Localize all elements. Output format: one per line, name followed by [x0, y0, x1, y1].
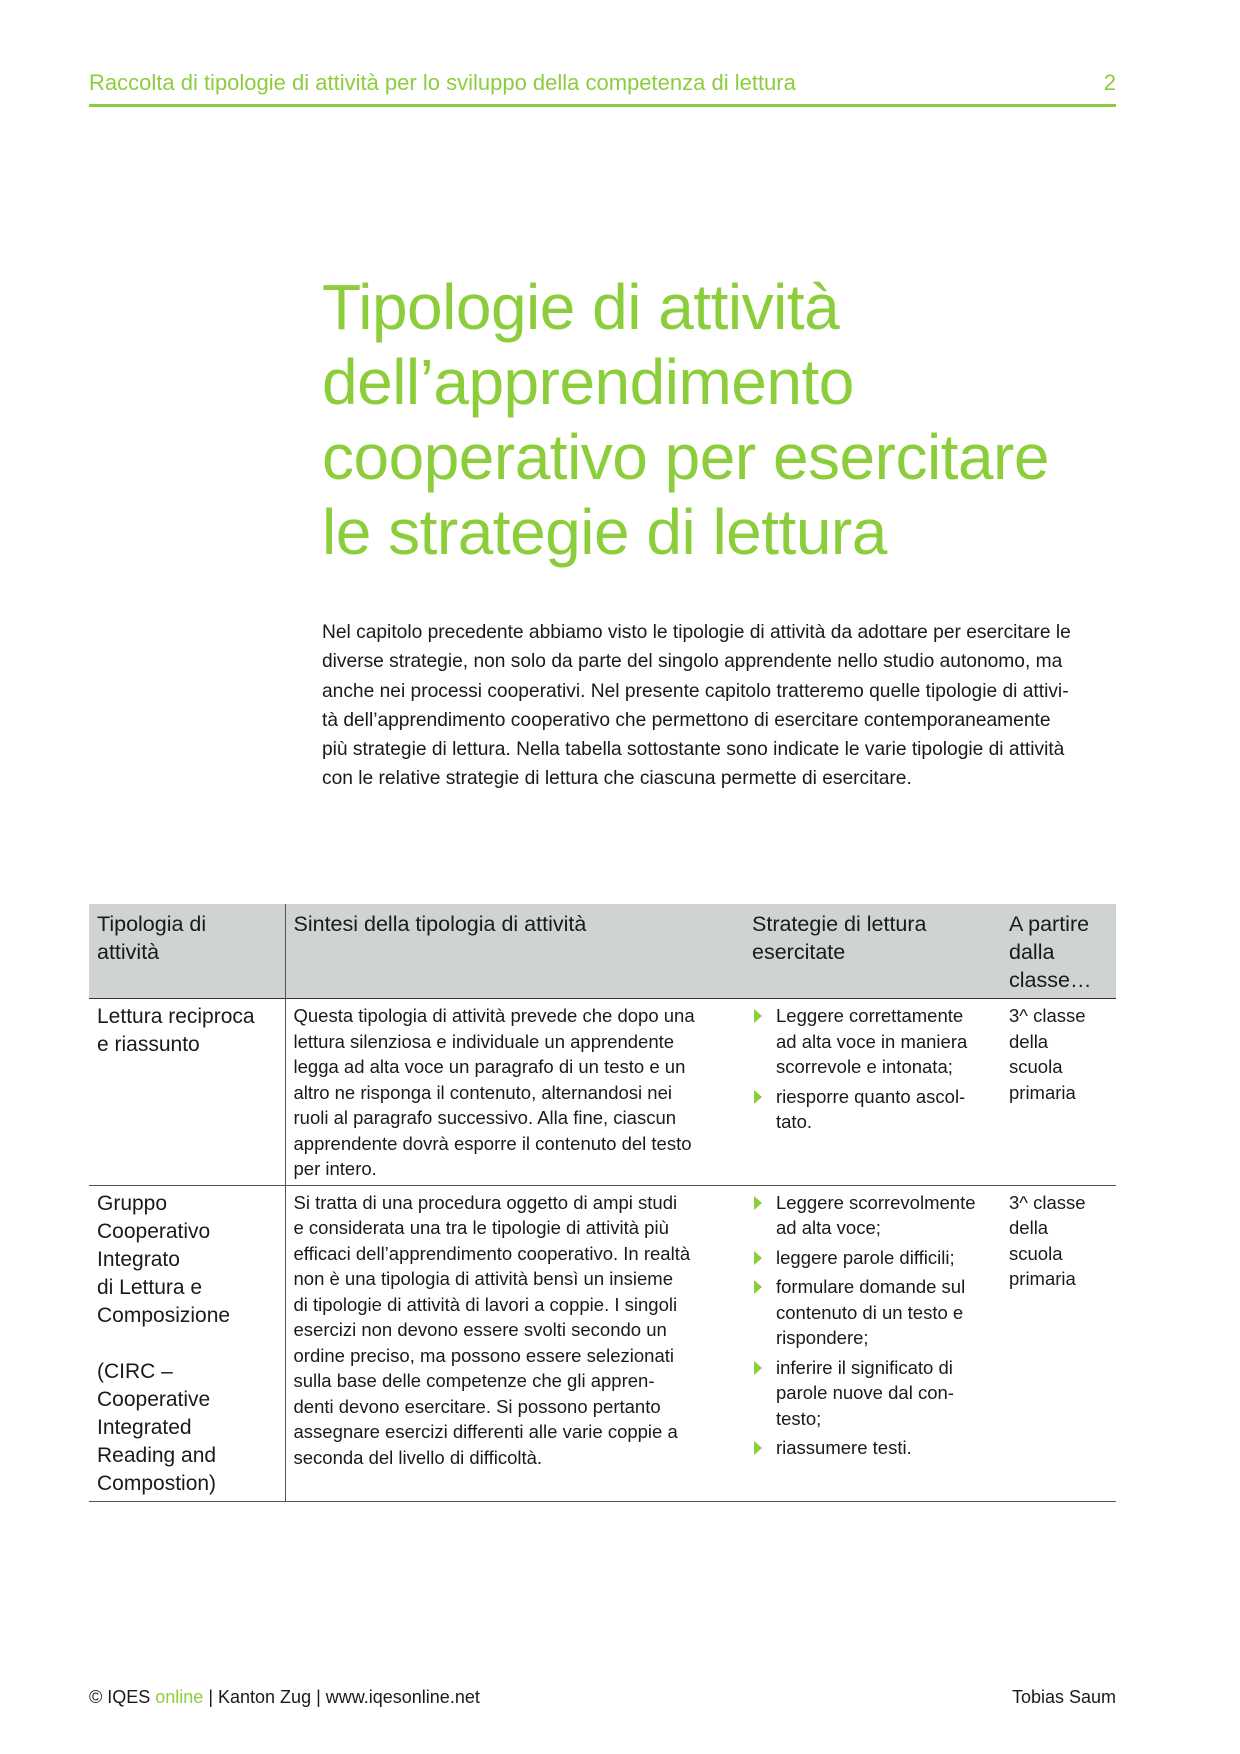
type-spacer: [97, 1330, 277, 1358]
header-line: Strategie di lettura: [752, 912, 927, 936]
activity-type-line: Reading and: [97, 1443, 217, 1467]
intro-line: diverse strategie, non solo da parte del singolo apprendente nello studio autonomo, ma: [322, 651, 1063, 673]
summary-line: seconda del livello di difficoltà.: [293, 1446, 543, 1468]
page-number: 2: [1103, 70, 1116, 95]
strategy-line: riesporre quanto ascol-: [776, 1085, 966, 1107]
chapter-title: [322, 270, 1122, 570]
header-strategie: [744, 904, 1001, 999]
level-line: della: [1009, 1217, 1049, 1238]
strategy-item: [752, 1245, 993, 1271]
activity-type-line: Integrated: [97, 1415, 192, 1439]
triangle-right-icon: [754, 1280, 762, 1294]
strategies-cell: [744, 1185, 1001, 1501]
level-line: primaria: [1009, 1268, 1076, 1289]
strategy-line: contenuto di un testo e: [776, 1301, 964, 1323]
level-line: scuola: [1009, 1242, 1063, 1264]
strategy-line: riassumere testi.: [776, 1437, 912, 1458]
summary-line: Si tratta di una procedura oggetto di ampi studi: [293, 1191, 678, 1213]
intro-paragraph: [322, 618, 1114, 794]
activity-type-line: Composizione: [97, 1303, 231, 1327]
summary-line: denti devono esercitare. Si possono pertanto: [293, 1395, 661, 1417]
summary-line: ordine preciso, ma possono essere selezionati: [293, 1344, 674, 1366]
footer-left: [89, 1687, 480, 1708]
table-header-row: [89, 904, 1116, 999]
strategy-item: [752, 1355, 993, 1432]
triangle-right-icon: [754, 1009, 762, 1023]
triangle-right-icon: [754, 1441, 762, 1455]
level-line: scuola: [1009, 1056, 1063, 1077]
strategy-line: parole nuove dal con-: [776, 1382, 954, 1403]
table-row: [89, 1185, 1116, 1501]
activity-type-line: (CIRC –: [97, 1359, 173, 1383]
activity-type-line: Integrato: [97, 1247, 180, 1271]
activities-table: [89, 904, 1116, 1502]
strategy-line: ad alta voce in maniera: [776, 1030, 968, 1052]
running-header: [89, 70, 1116, 104]
strategies-list: [752, 1190, 993, 1461]
strategy-item: [752, 1435, 993, 1461]
activity-type-line: Lettura reciproca: [97, 1005, 255, 1028]
strategy-line: leggere parole difficili;: [776, 1246, 955, 1268]
level-line: primaria: [1009, 1081, 1076, 1103]
triangle-right-icon: [754, 1196, 762, 1210]
header-line: classe…: [1009, 968, 1092, 992]
intro-line: tà dell’apprendimento cooperativo che permettono di esercitare contemporaneamente: [322, 709, 1051, 731]
strategy-line: testo;: [776, 1407, 822, 1429]
strategy-line: tato.: [776, 1111, 812, 1132]
strategy-item: [752, 1190, 993, 1241]
triangle-right-icon: [754, 1251, 762, 1265]
summary-line: di tipologie di attività di lavori a coppie. I singoli: [293, 1293, 678, 1315]
header-line: Sintesi della tipologia di attività: [293, 912, 587, 936]
strategy-line: rispondere;: [776, 1327, 869, 1348]
header-line: A partire: [1009, 912, 1090, 936]
strategy-line: Leggere scorrevolmente: [776, 1191, 976, 1213]
activity-type-line: Compostion): [97, 1471, 217, 1495]
level-line: della: [1009, 1030, 1049, 1052]
activity-type-line: Gruppo: [97, 1191, 168, 1215]
activity-summary-cell: [285, 999, 744, 1186]
summary-line: apprendente dovrà esporre il contenuto del testo: [293, 1132, 692, 1154]
strategy-line: inferire il significato di: [776, 1356, 953, 1378]
activity-type-line: e riassunto: [97, 1033, 200, 1056]
triangle-right-icon: [754, 1090, 762, 1104]
activity-type-cell: [89, 999, 285, 1186]
level-line: 3^ classe: [1009, 1191, 1086, 1213]
strategies-list: [752, 1003, 993, 1135]
strategies-cell: [744, 999, 1001, 1186]
triangle-right-icon: [754, 1361, 762, 1375]
footer-author: Tobias Saum: [1011, 1687, 1116, 1707]
intro-line: anche nei processi cooperativi. Nel presente capitolo tratteremo quelle tipologie di attivi-: [322, 680, 1069, 702]
title-line: Tipologie di attività: [322, 271, 840, 343]
activity-type-line: Cooperativo: [97, 1219, 211, 1243]
strategy-item: [752, 1003, 993, 1080]
activity-type-line: di Lettura e: [97, 1275, 203, 1299]
intro-line: con le relative strategie di lettura che ciascuna permette di esercitare.: [322, 768, 912, 790]
summary-line: lettura silenziosa e individuale un apprendente: [293, 1030, 675, 1052]
header-rule: [89, 104, 1116, 107]
summary-line: Questa tipologia di attività prevede che dopo una: [293, 1005, 695, 1026]
level-cell: [1001, 1185, 1116, 1501]
header-line: dalla: [1009, 940, 1055, 964]
summary-line: esercizi non devono essere svolti secondo un: [293, 1319, 667, 1340]
level-line: 3^ classe: [1009, 1005, 1086, 1026]
footer-site: | Kanton Zug | www.iqesonline.net: [203, 1687, 480, 1707]
header-line: attività: [97, 940, 160, 964]
title-line: cooperativo per esercitare: [322, 421, 1049, 493]
summary-line: altro ne risponga il contenuto, alternandosi nei: [293, 1081, 672, 1103]
header-classe: [1001, 904, 1116, 999]
level-cell: [1001, 999, 1116, 1186]
activity-type-line: Cooperative: [97, 1387, 211, 1411]
activity-summary-cell: [285, 1185, 744, 1501]
table-body: [89, 999, 1116, 1502]
running-title: Raccolta di tipologie di attività per lo sviluppo della competenza di lettura: [89, 70, 796, 95]
activity-type-cell: [89, 1185, 285, 1501]
header-sintesi: [285, 904, 744, 999]
summary-line: efficaci dell’apprendimento cooperativo. In realtà: [293, 1242, 691, 1264]
strategy-item: [752, 1274, 993, 1351]
strategy-item: [752, 1084, 993, 1135]
header-line: Tipologia di: [97, 912, 207, 936]
strategy-line: scorrevole e intonata;: [776, 1056, 953, 1077]
strategy-line: ad alta voce;: [776, 1217, 881, 1238]
summary-line: ruoli al paragrafo successivo. Alla fine, ciascun: [293, 1107, 677, 1128]
title-line: le strategie di lettura: [322, 496, 887, 568]
summary-line: legga ad alta voce un paragrafo di un testo e un: [293, 1056, 686, 1077]
title-line: dell’apprendimento: [322, 346, 854, 418]
header-line: esercitate: [752, 940, 846, 964]
table-row: [89, 999, 1116, 1186]
summary-line: sulla base delle competenze che gli appren-: [293, 1370, 655, 1391]
footer-copyright: © IQES: [89, 1687, 156, 1707]
header-tipologia: [89, 904, 285, 999]
summary-line: e considerata una tra le tipologie di attività più: [293, 1217, 669, 1238]
running-footer: [89, 1687, 1116, 1708]
summary-line: assegnare esercizi differenti alle varie coppie a: [293, 1421, 678, 1442]
strategy-line: Leggere correttamente: [776, 1005, 964, 1026]
intro-line: Nel capitolo precedente abbiamo visto le tipologie di attività da adottare per esercitare le: [322, 622, 1071, 643]
strategy-line: formulare domande sul: [776, 1276, 966, 1297]
summary-line: per intero.: [293, 1158, 377, 1179]
footer-online: online: [155, 1687, 204, 1707]
intro-line: più strategie di lettura. Nella tabella sottostante sono indicate le varie tipologie di attività: [322, 739, 1065, 761]
summary-line: non è una tipologia di attività bensì un insieme: [293, 1268, 674, 1289]
